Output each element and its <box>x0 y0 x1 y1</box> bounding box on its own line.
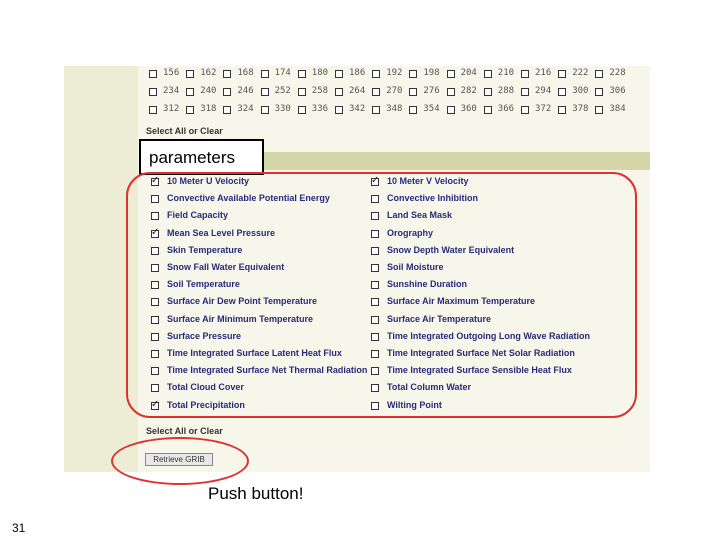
hour-checkbox[interactable] <box>186 88 194 96</box>
parameter-label: Mean Sea Level Pressure <box>167 227 276 238</box>
hour-label: 336 <box>311 104 329 114</box>
hour-label: 372 <box>535 104 552 114</box>
hour-checkbox[interactable] <box>447 70 455 78</box>
hour-label: 246 <box>237 86 254 96</box>
parameter-label: Surface Air Minimum Temperature <box>167 313 314 324</box>
hour-label: 222 <box>572 68 589 78</box>
hour-checkbox[interactable] <box>372 70 380 78</box>
hour-checkbox[interactable] <box>595 88 603 96</box>
hour-label: 258 <box>311 86 329 96</box>
parameters-annotation-label: parameters <box>149 148 235 167</box>
hour-label: 180 <box>311 68 329 78</box>
parameter-label: Soil Temperature <box>167 279 240 290</box>
hour-label: 174 <box>274 68 291 78</box>
parameter-label: Time Integrated Surface Net Solar Radiation <box>387 348 575 358</box>
hour-checkbox[interactable] <box>186 106 194 114</box>
hour-label: 324 <box>237 104 254 114</box>
hour-checkbox[interactable] <box>298 70 306 78</box>
hour-checkbox[interactable] <box>261 70 269 78</box>
parameter-label: Convective Inhibition <box>387 193 479 204</box>
hour-label: 366 <box>497 104 515 114</box>
hour-label: 300 <box>572 86 589 96</box>
parameter-label: Surface Air Temperature <box>387 313 492 324</box>
parameter-label: Wilting Point <box>387 399 442 410</box>
hour-checkbox[interactable] <box>521 88 529 96</box>
hour-checkbox[interactable] <box>335 88 343 96</box>
parameter-label: Snow Fall Water Equivalent <box>167 262 285 272</box>
parameter-label: Sunshine Duration <box>387 279 468 290</box>
parameter-label: Time Integrated Surface Sensible Heat Flux <box>387 365 572 376</box>
hour-checkbox[interactable] <box>223 70 231 78</box>
select-all-parameters-link[interactable]: Select All or Clear <box>146 426 223 436</box>
hour-label: 306 <box>609 86 626 96</box>
hour-label: 384 <box>609 104 626 114</box>
hour-checkbox[interactable] <box>558 88 566 96</box>
parameter-label: Skin Temperature <box>167 244 243 255</box>
hour-checkbox[interactable] <box>335 106 343 114</box>
parameter-label: Time Integrated Outgoing Long Wave Radiation <box>387 330 591 341</box>
parameters-header-band <box>264 152 650 170</box>
hour-label: 330 <box>274 104 291 114</box>
parameter-label: Surface Air Dew Point Temperature <box>167 296 318 307</box>
hour-checkbox[interactable] <box>447 106 455 114</box>
parameters-highlight-oval <box>126 172 637 418</box>
hour-checkbox[interactable] <box>298 88 306 96</box>
hour-label: 156 <box>163 68 180 78</box>
hour-checkbox[interactable] <box>484 70 492 78</box>
hour-label: 312 <box>163 104 180 114</box>
parameter-label: Snow Depth Water Equivalent <box>387 244 515 255</box>
hour-checkbox[interactable] <box>558 106 566 114</box>
hour-checkbox[interactable] <box>335 70 343 78</box>
select-all-hours-link[interactable]: Select All or Clear <box>146 126 223 136</box>
hour-checkbox[interactable] <box>372 88 380 96</box>
hour-checkbox[interactable] <box>521 70 529 78</box>
hour-checkbox[interactable] <box>595 106 603 114</box>
hour-checkbox[interactable] <box>595 70 603 78</box>
hour-checkbox[interactable] <box>409 70 417 78</box>
hour-label: 264 <box>349 86 366 96</box>
hour-checkbox[interactable] <box>298 106 306 114</box>
hour-checkbox[interactable] <box>261 88 269 96</box>
hour-label: 168 <box>237 68 254 78</box>
hour-label: 186 <box>349 68 366 78</box>
parameter-label: Time Integrated Surface Net Thermal Radiation <box>167 365 368 376</box>
hour-checkbox[interactable] <box>521 106 529 114</box>
parameter-label: Total Cloud Cover <box>167 382 244 393</box>
hour-checkbox[interactable] <box>186 70 194 78</box>
hour-checkbox[interactable] <box>409 106 417 114</box>
hour-label: 342 <box>349 104 366 114</box>
hour-label: 288 <box>497 86 515 96</box>
hour-label: 162 <box>200 68 217 78</box>
parameter-label: Orography <box>387 227 434 238</box>
parameter-label: 10 Meter U Velocity <box>167 176 250 186</box>
hour-label: 276 <box>423 86 440 96</box>
hour-checkbox[interactable] <box>223 88 231 96</box>
retrieve-grib-button[interactable]: Retrieve GRIB <box>145 453 213 466</box>
parameter-label: Surface Pressure <box>167 330 242 341</box>
hour-label: 204 <box>460 68 477 78</box>
hour-label: 198 <box>423 68 440 78</box>
hour-label: 252 <box>274 86 291 96</box>
hour-checkbox[interactable] <box>149 88 157 96</box>
hour-checkbox[interactable] <box>484 88 492 96</box>
parameter-label: Soil Moisture <box>387 262 444 272</box>
hour-checkbox[interactable] <box>484 106 492 114</box>
hour-label: 210 <box>497 68 515 78</box>
hour-label: 240 <box>200 86 217 96</box>
hour-label: 360 <box>460 104 477 114</box>
hour-label: 378 <box>572 104 589 114</box>
hour-label: 234 <box>163 86 180 96</box>
parameter-label: Time Integrated Surface Latent Heat Flux <box>167 348 342 358</box>
hour-label: 216 <box>535 68 552 78</box>
hour-label: 294 <box>535 86 552 96</box>
parameter-label: 10 Meter V Velocity <box>387 176 469 186</box>
hour-label: 282 <box>460 86 477 96</box>
hour-checkbox[interactable] <box>447 88 455 96</box>
parameter-label: Convective Available Potential Energy <box>167 193 330 204</box>
hour-label: 270 <box>386 86 403 96</box>
hour-label: 318 <box>200 104 217 114</box>
parameter-label: Field Capacity <box>167 210 229 221</box>
parameter-label: Total Column Water <box>387 382 471 393</box>
parameter-label: Land Sea Mask <box>387 210 453 221</box>
button-highlight-circle <box>111 437 249 485</box>
hour-checkbox[interactable] <box>149 70 157 78</box>
hour-checkbox[interactable] <box>409 88 417 96</box>
hour-checkbox[interactable] <box>261 106 269 114</box>
slide-number: 31 <box>12 521 26 535</box>
hour-label: 348 <box>386 104 403 114</box>
hour-label: 228 <box>609 68 626 78</box>
parameter-label: Total Precipitation <box>167 399 245 410</box>
hour-checkbox[interactable] <box>558 70 566 78</box>
hour-checkbox[interactable] <box>223 106 231 114</box>
push-button-annotation: Push button! <box>208 484 304 503</box>
hour-checkbox[interactable] <box>149 106 157 114</box>
hour-checkbox[interactable] <box>372 106 380 114</box>
parameter-label: Surface Air Maximum Temperature <box>387 296 536 307</box>
hour-label: 192 <box>386 68 403 78</box>
parameters-annotation-box <box>139 139 264 175</box>
hour-label: 354 <box>423 104 440 114</box>
